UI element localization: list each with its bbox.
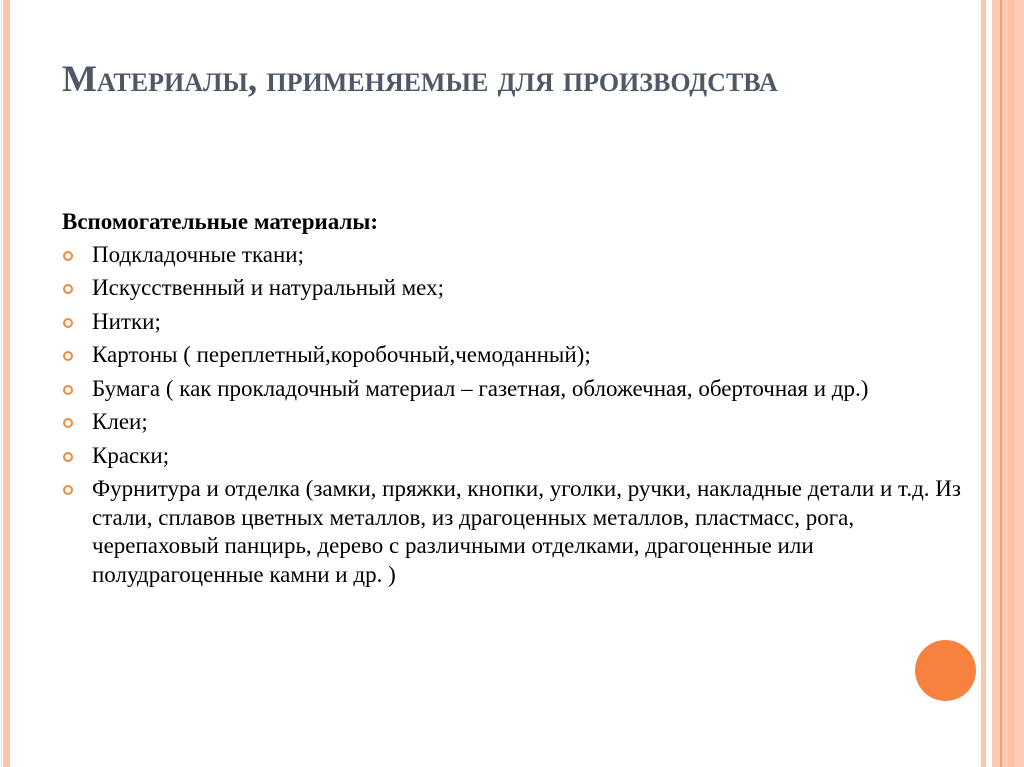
list-item <box>62 475 962 589</box>
bullet-circle-icon <box>63 485 73 495</box>
list-item <box>62 274 962 303</box>
right-decorative-stripe <box>981 0 986 767</box>
bullet-circle-icon <box>63 385 73 395</box>
left-border-line <box>1 0 2 767</box>
decorative-orange-circle <box>915 640 976 701</box>
list-item-text: Краски; <box>92 442 170 468</box>
bullet-list <box>62 241 962 590</box>
left-decorative-stripe <box>3 0 10 767</box>
slide-title: Материалы, применяемые для производства <box>62 59 778 100</box>
slide-content <box>62 208 962 594</box>
bullet-circle-icon <box>63 284 73 294</box>
list-item-text: Клеи; <box>92 409 148 434</box>
list-item-text: Искусственный и натуральный мех; <box>92 275 444 300</box>
list-item <box>62 375 962 404</box>
bullet-circle-icon <box>63 418 73 428</box>
list-item <box>62 308 962 337</box>
list-item <box>62 408 962 437</box>
list-item <box>62 442 962 471</box>
bullet-circle-icon <box>63 452 73 462</box>
list-item-text: Подкладочные ткани; <box>92 241 304 267</box>
list-item-text: Бумага ( как прокладочный материал – газетная, обложечная, оберточная и др.) <box>92 375 869 401</box>
section-heading: Вспомогательные материалы: <box>62 209 379 234</box>
list-item-text: Картоны ( переплетный,коробочный,чемоданный); <box>92 342 591 367</box>
bullet-circle-icon <box>63 318 73 328</box>
list-item <box>62 241 962 270</box>
list-item-text: Нитки; <box>92 308 161 334</box>
list-item <box>62 341 962 370</box>
bullet-circle-icon <box>63 351 73 361</box>
right-decorative-band-inner <box>1008 0 1014 767</box>
bullet-circle-icon <box>63 251 73 261</box>
list-item-text: Фурнитура и отделка (замки, пряжки, кнопки, уголки, ручки, накладные детали и т.д. Из стали, сплавов цветных металлов, из драгоценных металлов, пластмасс, рога, черепаховый панцирь, дерево с различными отделками, драгоценные или полудрагоценные камни и др. ) <box>92 476 961 587</box>
right-decorative-line <box>1000 0 1002 767</box>
